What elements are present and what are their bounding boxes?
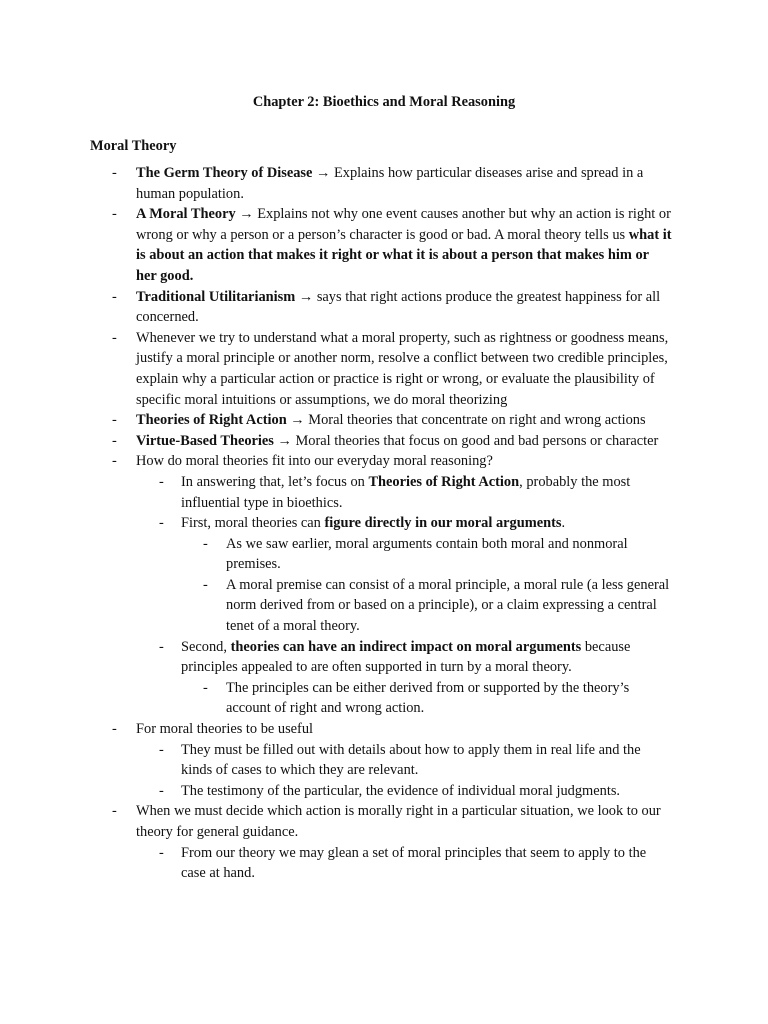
sub-list-item <box>0 472 768 513</box>
bullet-dash: - <box>112 721 117 738</box>
list-item <box>0 719 768 740</box>
list-item-term: Theories of Right Action → <box>136 412 305 429</box>
list-item <box>0 451 768 472</box>
bullet-dash: - <box>159 844 164 861</box>
list-item-term: Virtue-Based Theories → <box>136 432 292 449</box>
list-item-text: . <box>561 515 566 532</box>
list-item-text: Whenever we try to understand what a moral property, such as rightness or goodness means, justify a moral principle or another norm, resolve a conflict between two credible principles, explain why a particular action or practice is right or wrong, or evaluate the plausibility of specific moral intuitions or assumptions, we do moral theorizing <box>136 329 669 408</box>
bullet-dash: - <box>112 165 117 181</box>
list-item-text: Explains how particular diseases arise and spread in a human population. <box>136 165 644 202</box>
bullet-dash: - <box>112 329 117 346</box>
list-item-text: For moral theories to be useful <box>136 721 314 738</box>
list-item <box>0 287 768 328</box>
list-item-text: When we must decide which action is morally right in a particular situation, we look to our theory for general guidance. <box>136 803 661 840</box>
bullet-list <box>0 163 768 884</box>
list-item <box>0 410 768 431</box>
list-item-text: , probably the most influential type in bioethics. <box>181 473 631 511</box>
list-item <box>0 801 768 842</box>
list-item-emphasis: Theories of Right Action <box>368 473 520 490</box>
sub-list-item <box>0 843 768 884</box>
list-item-term: Traditional Utilitarianism <box>136 288 296 305</box>
bullet-dash: - <box>203 576 208 593</box>
list-item-text: They must be filled out with details about how to apply them in real life and the kinds of cases to which they are relevant. <box>181 741 641 779</box>
list-item-text: From our theory we may glean a set of moral principles that seem to apply to the case at hand. <box>181 844 647 882</box>
sub-list-item <box>0 781 768 802</box>
bullet-dash: - <box>159 473 164 490</box>
sub-list-item <box>0 740 768 781</box>
list-item <box>0 431 768 452</box>
list-item-text: In answering that, let’s focus on <box>181 473 369 490</box>
list-item-text: Second, <box>181 638 231 655</box>
list-item-emphasis: what it is about an action that makes it right or what it is about a person that makes him or her good. <box>136 226 672 284</box>
sub-list-item <box>0 513 768 534</box>
list-item-text: As we saw earlier, moral arguments contain both moral and nonmoral premises. <box>226 535 628 573</box>
list-item-emphasis: theories can have an indirect impact on moral arguments <box>230 638 582 655</box>
list-item <box>0 163 768 204</box>
list-item-text: → says that right actions produce the greatest happiness for all concerned. <box>136 288 661 326</box>
bullet-dash: - <box>159 782 164 799</box>
list-item-text: Explains not why one event causes another but why an action is right or wrong or why a person or a person’s character is good or bad. A moral theory tells us <box>136 206 671 243</box>
bullet-dash: - <box>112 453 117 470</box>
bullet-dash: - <box>203 535 208 552</box>
sub-sub-list-item <box>0 575 768 637</box>
list-item <box>0 204 768 286</box>
bullet-dash: - <box>159 741 164 758</box>
list-item-text: The principles can be either derived from or supported by the theory’s account of right and wrong action. <box>226 679 630 717</box>
bullet-dash: - <box>203 679 208 696</box>
list-item-term: A Moral Theory → <box>136 206 254 223</box>
sub-sub-list-item <box>0 534 768 575</box>
list-item-text: Moral theories that concentrate on right and wrong actions <box>304 412 646 429</box>
bullet-dash: - <box>112 412 117 429</box>
bullet-dash: - <box>112 803 117 820</box>
list-item-text: A moral premise can consist of a moral principle, a moral rule (a less general norm derived from or based on a principle), or a claim expressing a central tenet of a moral theory. <box>226 576 670 635</box>
sub-list-item <box>0 637 768 678</box>
list-item-text: Moral theories that focus on good and bad persons or character <box>291 432 659 449</box>
page-title: Chapter 2: Bioethics and Moral Reasoning <box>252 94 516 110</box>
bullet-dash: - <box>159 515 164 532</box>
bullet-dash: - <box>112 288 117 305</box>
section-heading: Moral Theory <box>90 138 177 154</box>
list-item-text: The testimony of the particular, the evidence of individual moral judgments. <box>181 782 621 799</box>
list-item <box>0 328 768 410</box>
bullet-dash: - <box>112 432 117 449</box>
list-item-text: First, moral theories can <box>181 515 325 532</box>
sub-sub-list-item <box>0 678 768 719</box>
list-item-emphasis: figure directly in our moral arguments <box>324 515 562 532</box>
list-item-term: The Germ Theory of Disease → <box>136 165 331 181</box>
list-item-text: because principles appealed to are often supported in turn by a moral theory. <box>181 638 631 676</box>
list-item-text: How do moral theories fit into our everyday moral reasoning? <box>136 453 493 470</box>
bullet-dash: - <box>159 638 164 655</box>
bullet-dash: - <box>112 206 117 223</box>
